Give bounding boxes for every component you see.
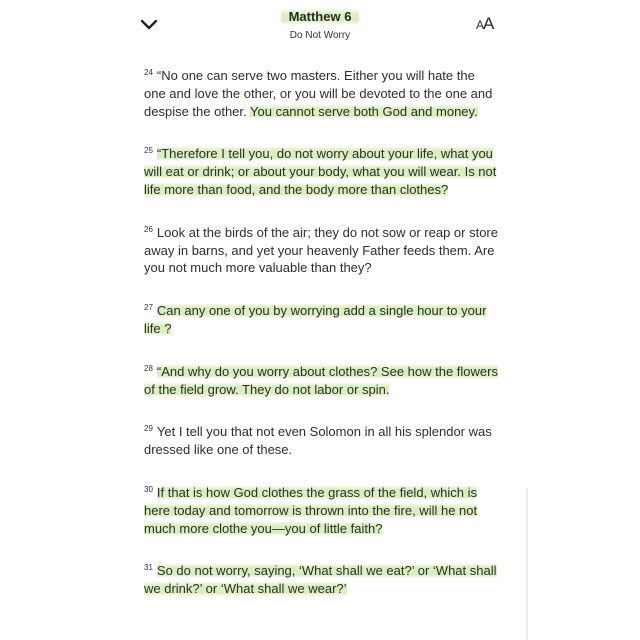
- verse-29[interactable]: [144, 420, 500, 459]
- verse-24[interactable]: [144, 64, 500, 120]
- verse-number: 24: [144, 68, 153, 77]
- chapter-title-wrap: [0, 8, 640, 26]
- verse-highlight: “Therefore I tell you, do not worry about your life, what you will eat or drink; or about your body, what you will wear. Is not life more than food, and the body more than clothes?: [144, 146, 497, 197]
- verse-28[interactable]: [144, 360, 500, 399]
- verse-number: 28: [144, 363, 153, 373]
- scrollbar-track[interactable]: [526, 488, 528, 640]
- verse-number: 29: [144, 424, 153, 434]
- verse-25[interactable]: [144, 142, 500, 198]
- font-size-small-letter: A: [476, 18, 484, 32]
- verse-number: 25: [144, 146, 153, 156]
- verse-highlight: If that is how God clothes the grass of the field, which is here today and tomorrow is thrown into the fire, will he not much more clothe you—you of little faith?: [144, 484, 478, 536]
- verse-27[interactable]: [144, 299, 500, 338]
- chapter-content: [144, 64, 500, 620]
- verse-26[interactable]: [144, 221, 500, 277]
- verse-highlight: “And why do you worry about clothes? See how the flowers of the field grow. They do not labor or spin.: [144, 363, 498, 397]
- font-size-large-letter: A: [483, 14, 494, 33]
- reader-header: [0, 0, 640, 52]
- section-subtitle: Do Not Worry: [289, 30, 351, 41]
- verse-text: Yet I tell you that not even Solomon in all his splendor was dressed like one of these.: [144, 424, 492, 458]
- verse-number: 31: [144, 563, 153, 573]
- verse-number: 27: [144, 303, 153, 313]
- verse-30[interactable]: [144, 481, 500, 537]
- verse-highlight: So do not worry, saying, ‘What shall we eat?’ or ‘What shall we drink?’ or ‘What shall we wear?’: [144, 563, 497, 597]
- verse-number: 30: [144, 484, 153, 494]
- font-size-button[interactable]: [476, 14, 493, 34]
- verse-highlight: Can any one of you by worrying add a single hour to your life ?: [144, 303, 487, 336]
- chapter-title[interactable]: Matthew 6: [281, 8, 360, 25]
- verse-31[interactable]: [144, 559, 500, 598]
- verse-text: “No one can serve two masters. Either you will hate the one and love the other, or you will be devoted to the one and despise the other.: [144, 68, 493, 119]
- verse-text: Look at the birds of the air; they do not sow or reap or store away in barns, and yet your heavenly Father feeds them. Are you not much more valuable than they?: [144, 224, 498, 276]
- verse-number: 26: [144, 224, 153, 234]
- verse-highlight: You cannot serve both God and money.: [250, 103, 478, 119]
